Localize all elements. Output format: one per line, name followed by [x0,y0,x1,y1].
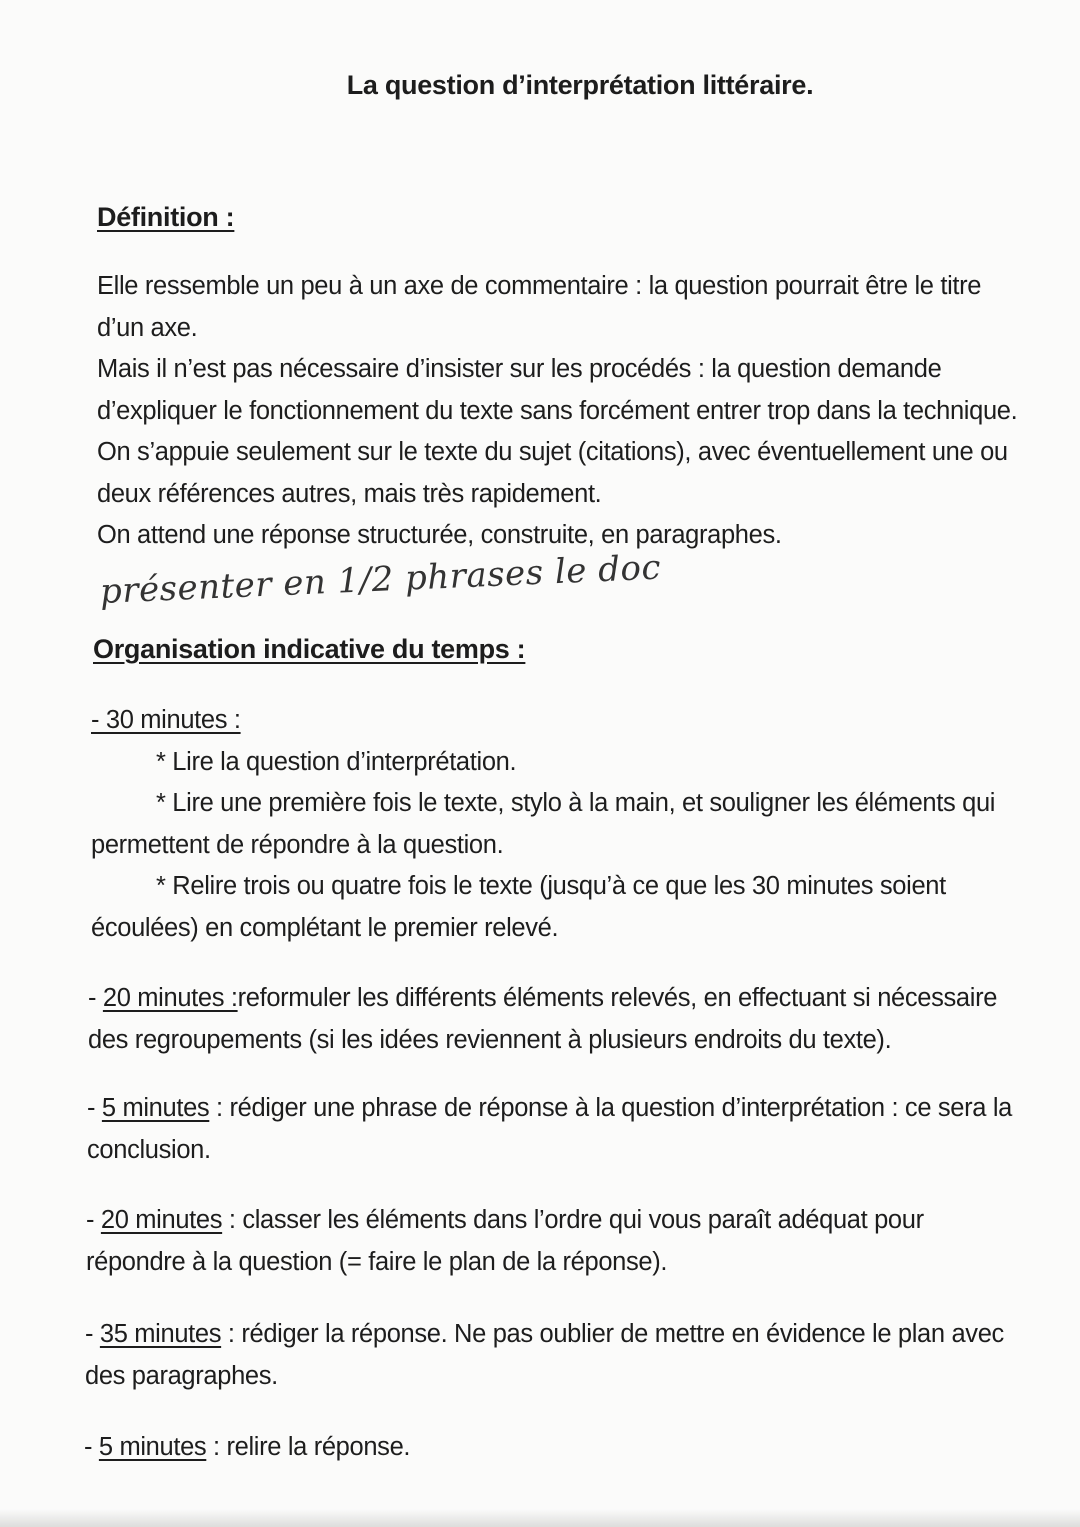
step-duration: 20 minutes [100,1206,223,1234]
step-text: : classer les éléments dans l’ordre qui vous paraît adéquat pour [222,1206,924,1234]
step-5-minutes-reread: - 5 minutes : relire la réponse. [84,1433,411,1461]
definition-line: d’un axe. [97,313,198,342]
step-text: : relire la réponse. [206,1433,411,1461]
step-text: : rédiger la réponse. Ne pas oublier de mettre en évidence le plan avec [221,1320,1004,1348]
step-text-continued: répondre à la question (= faire le plan de la réponse). [86,1247,668,1276]
definition-line: On s’appuie seulement sur le texte du sujet (citations), avec éventuellement une ou [97,438,1008,466]
step-text-continued: des paragraphes. [85,1361,278,1390]
step-text: : rédiger une phrase de réponse à la question d’interprétation : ce sera la [209,1094,1012,1122]
step-bullet: * Lire une première fois le texte, stylo à la main, et souligner les éléments qui [156,789,996,817]
handwritten-note: présenter en 1/2 phrases le doc [99,547,662,612]
definition-line: Elle ressemble un peu à un axe de commentaire : la question pourrait être le titre [97,272,982,300]
organisation-heading: Organisation indicative du temps : [93,634,526,664]
step-bullet: * Lire la question d’interprétation. [156,747,517,776]
step-duration: 5 minutes [98,1433,207,1461]
step-text-continued: conclusion. [87,1135,211,1164]
step-duration: - 30 minutes : [91,706,241,734]
step-30-minutes [91,700,995,949]
definition-line: Mais il n’est pas nécessaire d’insister sur les procédés : la question demande [97,355,942,383]
step-20-minutes-plan: - 20 minutes : classer les éléments dans l’ordre qui vous paraît adéquat pour répondre à la question (= faire le plan de la réponse). [86,1200,924,1283]
step-20-minutes-reformulate: - 20 minutes :reformuler les différents éléments relevés, en effectuant si nécessaire des regroupements (si les idées reviennent à plusieurs endroits du texte). [88,978,997,1061]
definition-line: deux références autres, mais très rapidement. [97,479,602,508]
definition-paragraph [97,266,1017,557]
definition-heading: Définition : [97,202,235,232]
definition-line: d’expliquer le fonctionnement du texte sans forcément entrer trop dans la technique. [97,396,1018,425]
step-text-continued: des regroupements (si les idées reviennent à plusieurs endroits du texte). [88,1025,892,1054]
step-bullet-continued: écoulées) en complétant le premier relevé. [91,913,559,942]
step-bullet-continued: permettent de répondre à la question. [91,830,504,859]
step-bullet: * Relire trois ou quatre fois le texte (jusqu’à ce que les 30 minutes soient [156,872,946,900]
step-duration: 5 minutes [101,1094,210,1122]
document-title: La question d’interprétation littéraire. [346,70,814,100]
step-duration: 35 minutes [99,1320,222,1348]
step-5-minutes-conclusion: - 5 minutes : rédiger une phrase de réponse à la question d’interprétation : ce sera la conclusion. [87,1088,1012,1171]
step-text: reformuler les différents éléments relevés, en effectuant si nécessaire [237,984,998,1012]
definition-line: On attend une réponse structurée, construite, en paragraphes. [97,521,782,549]
step-duration: 20 minutes : [102,984,238,1012]
step-35-minutes-write: - 35 minutes : rédiger la réponse. Ne pas oublier de mettre en évidence le plan avec des paragraphes. [85,1314,1004,1397]
